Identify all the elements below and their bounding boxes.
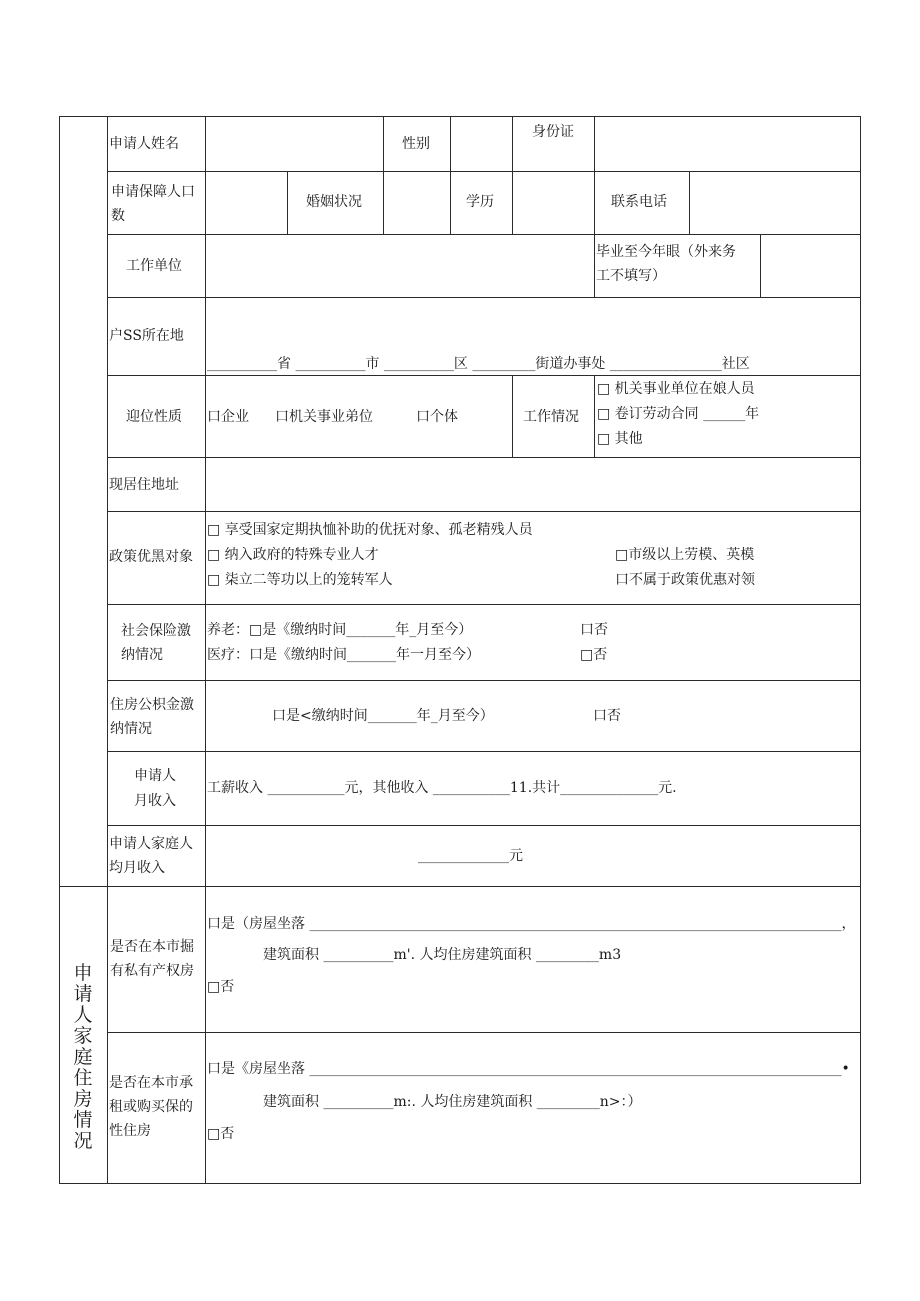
table-border xyxy=(59,1183,861,1184)
cell-divider xyxy=(689,171,690,235)
family-income-line: _____________元 xyxy=(418,848,523,864)
table-border xyxy=(59,116,60,1184)
value-column-border xyxy=(205,116,206,1184)
table-border xyxy=(860,116,861,1184)
policy-model-worker-checkbox[interactable]: □市级以上劳模、英模 xyxy=(615,547,755,563)
job-status-contract-checkbox[interactable]: □ 卷订劳动合同 ______年 xyxy=(597,406,760,422)
policy-none-checkbox[interactable]: 口不属于政策优惠对领 xyxy=(615,572,755,588)
medical-insurance-no-checkbox[interactable]: □否 xyxy=(580,647,608,663)
hukou-address-line: __________省 __________市 __________区 _________街道办事处 ________________社区 xyxy=(207,356,750,372)
row-divider xyxy=(107,234,861,235)
row-divider xyxy=(107,171,861,172)
cell-divider xyxy=(594,234,595,298)
education-label: 学历 xyxy=(466,194,494,210)
cell-divider xyxy=(594,116,595,172)
cell-divider xyxy=(450,116,451,172)
row-divider xyxy=(107,825,861,826)
unit-type-enterprise-checkbox[interactable]: 口企业 xyxy=(207,409,249,425)
cell-divider xyxy=(383,171,384,235)
table-border xyxy=(59,116,861,117)
row-divider xyxy=(107,297,861,298)
marital-status-label: 婚姻状况 xyxy=(306,194,362,210)
housing-fund-yes-checkbox[interactable]: 口是<缴纳时间_______年_月至今） xyxy=(272,708,494,724)
medical-insurance-line[interactable]: 医疗：口是《缴纳时间_______年一月至今） xyxy=(207,647,480,663)
cell-divider xyxy=(383,116,384,172)
job-status-label: 工作情况 xyxy=(523,409,579,425)
cell-divider xyxy=(287,171,288,235)
family-income-label: 申请人家庭人均月收入 xyxy=(109,836,193,876)
monthly-income-line: 工薪收入 ___________元，其他收入 ___________11.共计______________元. xyxy=(207,780,677,796)
monthly-income-label-line1: 申请人 xyxy=(134,768,176,784)
unit-type-label: 迎位性质 xyxy=(126,409,182,425)
job-status-other-checkbox[interactable]: □ 其他 xyxy=(597,431,643,447)
owned-property-no-checkbox[interactable]: □否 xyxy=(207,979,235,995)
monthly-income-label-line2: 月收入 xyxy=(134,793,176,809)
owned-property-area-line: 建筑面积 __________m'. 人均住房建筑面积 _________m3 xyxy=(263,947,622,963)
policy-target-label: 政策优黑对象 xyxy=(109,549,193,565)
row-divider xyxy=(107,457,861,458)
row-divider xyxy=(107,751,861,752)
policy-talent-checkbox[interactable]: □ 纳入政府的特殊专业人才 xyxy=(207,547,379,563)
row-divider xyxy=(107,375,861,376)
pension-insurance-line[interactable]: 养老：□是《缴纳时间_______年_月至今） xyxy=(207,622,473,638)
unit-type-individual-checkbox[interactable]: 口个体 xyxy=(416,409,458,425)
cell-divider xyxy=(512,375,513,458)
hukou-location-label: 户SS所在地 xyxy=(109,328,184,344)
unit-type-institution-checkbox[interactable]: 口机关事业弟位 xyxy=(275,409,373,425)
policy-pension-checkbox[interactable]: □ 享受国家定期执恤补助的优抚对象、孤老精残人员 xyxy=(207,522,533,538)
applicant-name-label: 申请人姓名 xyxy=(109,136,179,152)
row-divider xyxy=(107,680,861,681)
section-side-label: 申请人家庭住房情况 xyxy=(73,962,93,1152)
current-address-label: 现居住地址 xyxy=(109,477,179,493)
cell-divider xyxy=(760,234,761,298)
owned-property-label: 是否在本市掘有私有产权房 xyxy=(110,939,194,979)
cell-divider xyxy=(594,171,595,235)
job-status-institution-checkbox[interactable]: □ 机关事业单位在娘人员 xyxy=(597,381,755,397)
rented-housing-area-line: 建筑面积 __________m:. 人均住房建筑面积 _________n>：） xyxy=(263,1094,642,1110)
housing-fund-no-checkbox[interactable]: 口否 xyxy=(593,708,621,724)
cell-divider xyxy=(512,171,513,235)
household-count-label: 申请保障人口数 xyxy=(111,184,195,224)
cell-divider xyxy=(450,171,451,235)
pension-insurance-no-checkbox[interactable]: 口否 xyxy=(580,622,608,638)
row-divider xyxy=(107,1032,861,1033)
owned-property-yes-line[interactable]: 口是（房屋坐落 ____________________________________________________________________________， xyxy=(207,916,856,932)
rented-housing-no-checkbox[interactable]: □否 xyxy=(207,1126,235,1142)
employer-label: 工作单位 xyxy=(126,258,182,274)
label-column-border xyxy=(107,116,108,1184)
id-card-label: 身份证 xyxy=(532,124,574,140)
gender-label: 性别 xyxy=(402,136,430,152)
cell-divider xyxy=(512,116,513,172)
row-divider xyxy=(107,604,861,605)
housing-fund-label: 住房公枳金激纳情况 xyxy=(110,697,194,737)
rented-housing-label: 是否在本市承租或购买保的性住房 xyxy=(109,1075,193,1139)
row-divider xyxy=(107,511,861,512)
policy-veteran-checkbox[interactable]: □ 柒立二等功以上的笼转军人 xyxy=(207,572,393,588)
cell-divider xyxy=(594,375,595,458)
years-since-graduation-label: 毕业至今年眼（外来务工不填写） xyxy=(596,244,736,284)
section-divider xyxy=(59,886,861,887)
rented-housing-yes-line[interactable]: 口是《房屋坐落 ____________________________________________________________________________• xyxy=(207,1061,850,1077)
social-insurance-label: 社会保险激纳情况 xyxy=(121,623,191,663)
phone-label: 联系电话 xyxy=(611,194,667,210)
